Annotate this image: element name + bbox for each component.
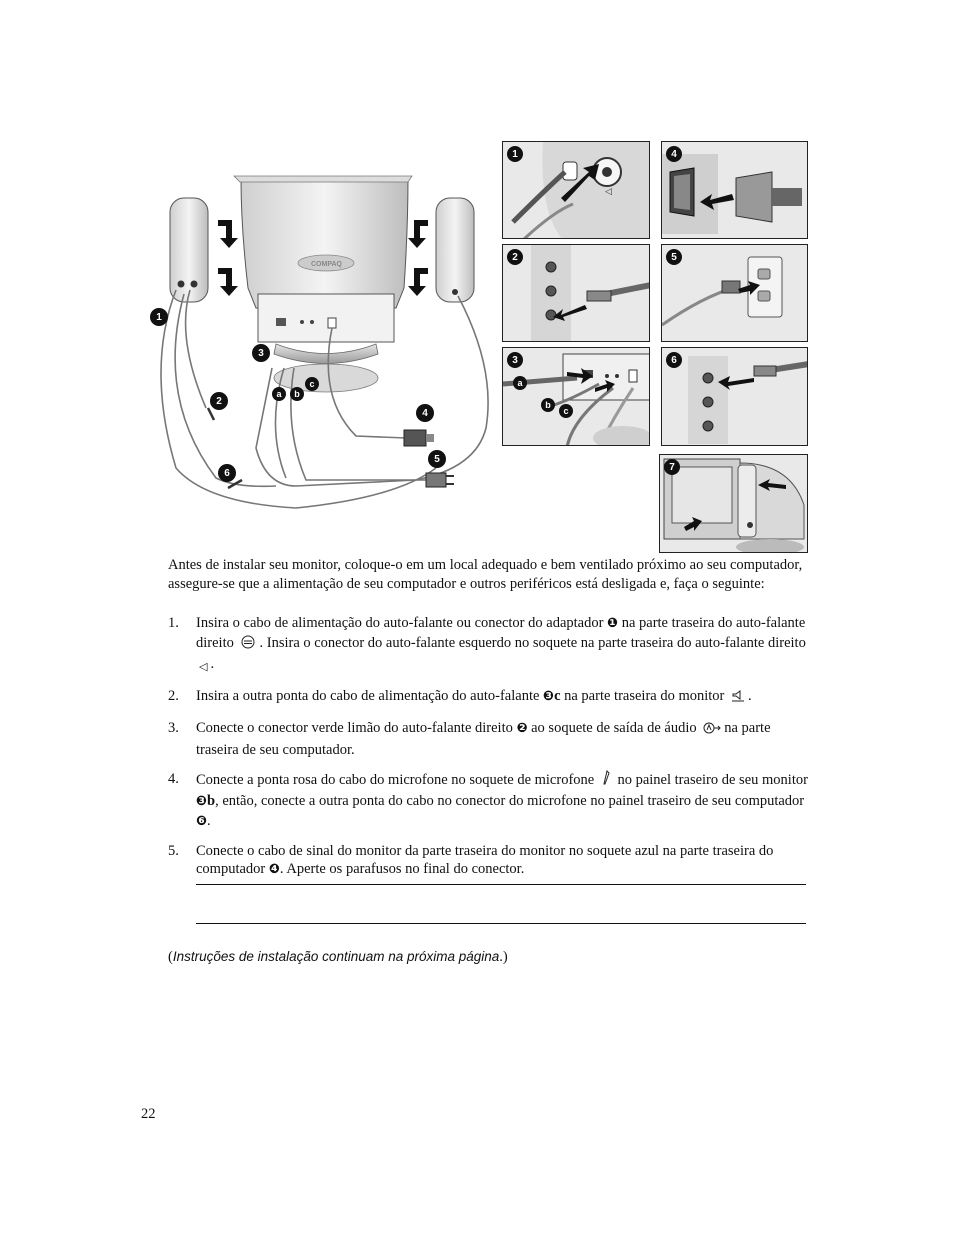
step-3-number: 3. [168, 720, 179, 736]
step-3-text-a: Conecte o conector verde limão do auto-falante direito [196, 720, 517, 736]
callout-4: 4 [416, 404, 434, 422]
step-2-text-b: na parte traseira do monitor [560, 688, 728, 704]
step-4-ref-letter: b [207, 793, 216, 809]
step-4-text-b: no painel traseiro de seu monitor [613, 771, 808, 788]
continuation-note [168, 949, 508, 966]
intro-paragraph: Antes de instalar seu monitor, coloque-o em um local adequado e bem ventilado próximo ao seu computador, assegure-se que a alimentação de seu computador e outros periféricos está desligada e, faça o seguinte: [168, 557, 803, 592]
step-4-ref-2: ❻ [196, 813, 208, 829]
step-4 [168, 770, 812, 832]
panel-6-label: 6 [666, 352, 682, 368]
page-number: 22 [141, 1106, 156, 1122]
panel-4-label: 4 [666, 146, 682, 162]
audio-out-icon [703, 722, 721, 741]
detail-panel-4 [661, 141, 808, 239]
detail-panel-7 [659, 454, 808, 553]
step-1-text-c: . Insira o conector do auto-falante esquerdo no soquete na parte traseira do auto-falante direito [259, 634, 806, 651]
callout-1: 1 [150, 308, 168, 326]
step-2-text-c: . [748, 688, 752, 704]
note-open-paren: ( [168, 949, 173, 965]
speaker-out-icon [731, 690, 745, 709]
callout-c: c [305, 377, 319, 391]
note-text: Instruções de instalação continuam na próxima página [172, 949, 500, 964]
step-1 [168, 614, 812, 677]
speaker-out-icon: ◁ [199, 660, 208, 673]
step-4-number: 4. [168, 770, 179, 787]
step-3-text-b: ao soquete de saída de áudio [527, 720, 701, 736]
step-4-ref-1: ❸ [196, 794, 208, 809]
step-5 [168, 842, 812, 880]
panel-3-callout-b: b [541, 398, 555, 412]
monitor-speakers-diagram [146, 168, 498, 520]
panel-7-label: 7 [664, 459, 680, 475]
callout-3: 3 [252, 344, 270, 362]
step-2-ref-letter: c [554, 688, 561, 704]
step-1-text-a: Insira o cabo de alimentação do auto-falante ou conector do adaptador [196, 615, 608, 631]
callout-6: 6 [218, 464, 236, 482]
step-1-ref-1: ❶ [607, 616, 619, 631]
callout-5: 5 [428, 450, 446, 468]
step-3-ref-1: ❷ [516, 721, 528, 736]
brand-label: COMPAQ [311, 261, 342, 268]
step-2-text-a: Insira a outra ponta do cabo de alimentação do auto-falante [196, 688, 544, 704]
speaker-power-icon [240, 635, 256, 656]
step-1-text-b: na parte traseira do auto-falante direito [196, 615, 806, 651]
step-3 [168, 719, 812, 759]
detail-panel-2 [502, 244, 650, 342]
main-setup-illustration [146, 168, 498, 520]
panel-3-callout-c: c [559, 404, 573, 418]
microphone-icon [601, 770, 611, 793]
step-2-number: 2. [168, 688, 179, 704]
step-4-text-a: Conecte a ponta rosa do cabo do microfone no soquete de microfone [196, 771, 598, 788]
step-2-ref-1: ❸ [543, 689, 555, 704]
step-2 [168, 687, 812, 709]
step-1-text-d: . [210, 656, 215, 672]
step-4-text-c: , então, conecte a outra ponta do cabo no conector do microfone no painel traseiro de seu computador [215, 793, 805, 809]
callout-2: 2 [210, 392, 228, 410]
detail-panel-6 [661, 347, 808, 446]
detail-panel-3 [502, 347, 650, 446]
step-5-text-b: . Aperte os parafusos no final do conector. [279, 861, 525, 877]
step-4-text-d: . [207, 812, 211, 829]
callout-b: b [290, 387, 304, 401]
step-1-number: 1. [168, 615, 179, 631]
divider-top [196, 884, 806, 885]
step-3-text-c: na parte traseira de seu computador. [196, 720, 771, 758]
panel-3-label: 3 [507, 352, 523, 368]
step-5-text-a: Conecte o cabo de sinal do monitor da parte traseira do monitor no soquete azul na parte traseira do computador [196, 842, 774, 877]
instruction-steps [168, 614, 812, 890]
detail-panel-1 [502, 141, 650, 239]
panel-1-label: 1 [507, 146, 523, 162]
panel-3-callout-a: a [513, 376, 527, 390]
panel-5-label: 5 [666, 249, 682, 265]
divider-bottom [196, 923, 806, 924]
callout-a: a [272, 387, 286, 401]
svg-text:◁: ◁ [605, 187, 612, 197]
note-close: .) [499, 949, 508, 965]
detail-panel-5 [661, 244, 808, 342]
panel-2-label: 2 [507, 249, 523, 265]
step-5-ref-1: ❹ [268, 862, 280, 877]
step-5-number: 5. [168, 842, 179, 859]
